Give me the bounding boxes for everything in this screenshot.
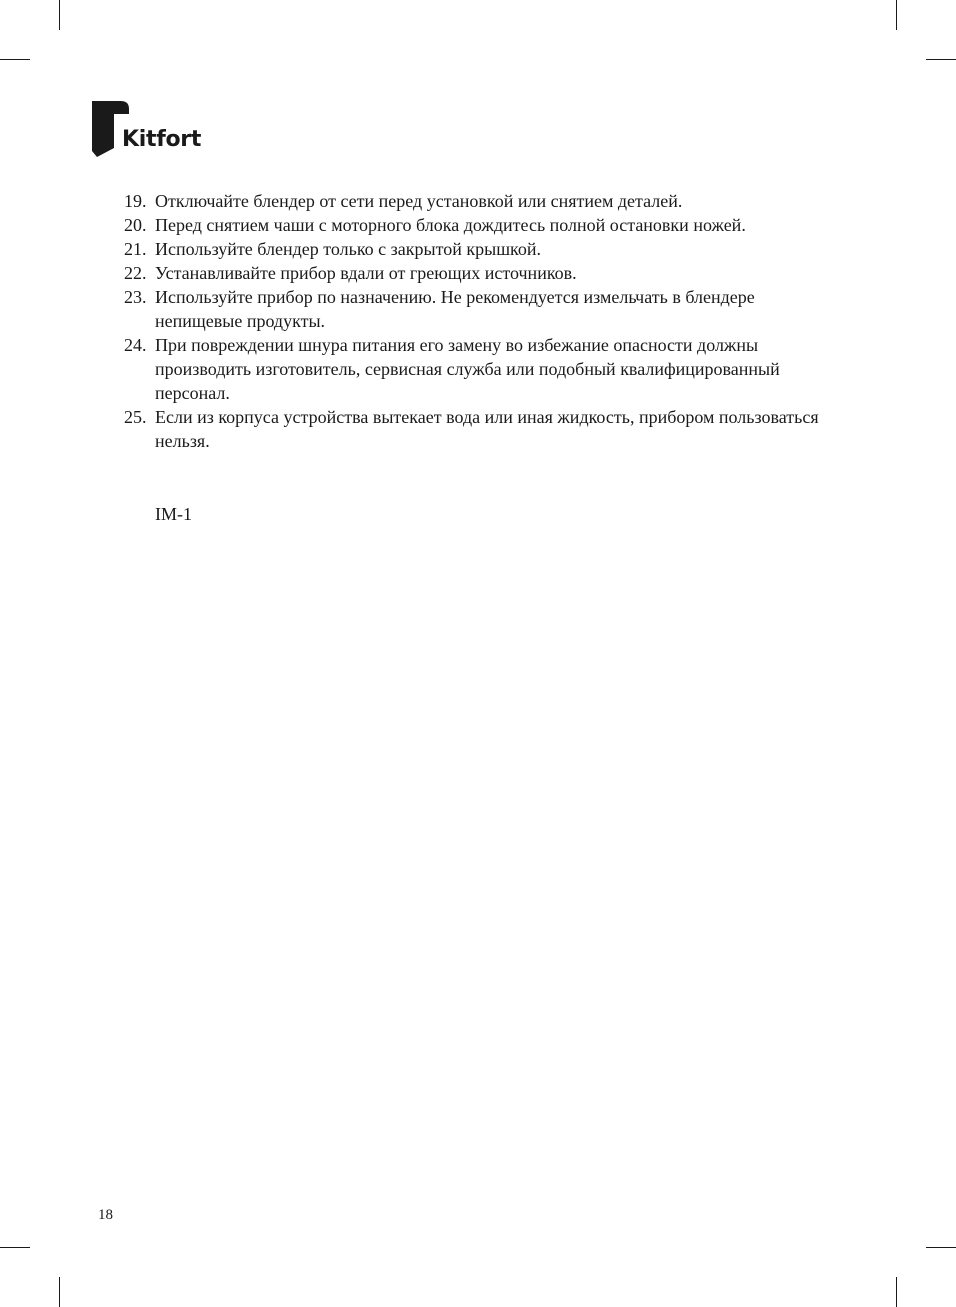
crop-mark-top-left-horizontal xyxy=(0,59,30,60)
item-text: Отключайте блендер от сети перед установкой или снятием деталей. xyxy=(155,191,683,211)
list-item xyxy=(124,213,844,237)
crop-mark-top-right-horizontal xyxy=(926,59,956,60)
list-item xyxy=(124,189,844,213)
item-text: Если из корпуса устройства вытекает вода или иная жидкость, прибором пользоваться нельзя. xyxy=(155,407,819,451)
kitfort-logo xyxy=(92,101,202,157)
safety-instructions-list xyxy=(124,189,844,453)
item-text: Перед снятием чаши с моторного блока дождитесь полной остановки ножей. xyxy=(155,215,746,235)
crop-mark-bottom-right-vertical xyxy=(896,1277,897,1307)
list-item xyxy=(124,333,844,405)
document-code: IM-1 xyxy=(155,504,192,524)
item-text: Устанавливайте прибор вдали от греющих источников. xyxy=(155,263,577,283)
item-number: 23. xyxy=(124,287,147,307)
item-number: 22. xyxy=(124,263,147,283)
item-number: 19. xyxy=(124,191,147,211)
item-number: 24. xyxy=(124,335,147,355)
page-number: 18 xyxy=(98,1207,113,1223)
item-text: Используйте блендер только с закрытой крышкой. xyxy=(155,239,542,259)
item-text: Используйте прибор по назначению. Не рекомендуется измельчать в блендере непищевые продукты. xyxy=(155,287,755,331)
list-item xyxy=(124,285,844,333)
item-number: 21. xyxy=(124,239,147,259)
crop-mark-bottom-left-vertical xyxy=(59,1277,60,1307)
item-number: 20. xyxy=(124,215,147,235)
crop-mark-top-right-vertical xyxy=(896,0,897,30)
item-text: При повреждении шнура питания его замену во избежание опасности должны производить изготовитель, сервисная служба или подобный квалифицированный персонал. xyxy=(155,335,780,403)
list-item xyxy=(124,261,844,285)
crop-mark-bottom-left-horizontal xyxy=(0,1247,30,1248)
list-item xyxy=(124,405,844,453)
kitfort-wordmark: Kitfort xyxy=(122,127,202,152)
crop-mark-top-left-vertical xyxy=(59,0,60,30)
item-number: 25. xyxy=(124,407,147,427)
list-item xyxy=(124,237,844,261)
crop-mark-bottom-right-horizontal xyxy=(926,1247,956,1248)
